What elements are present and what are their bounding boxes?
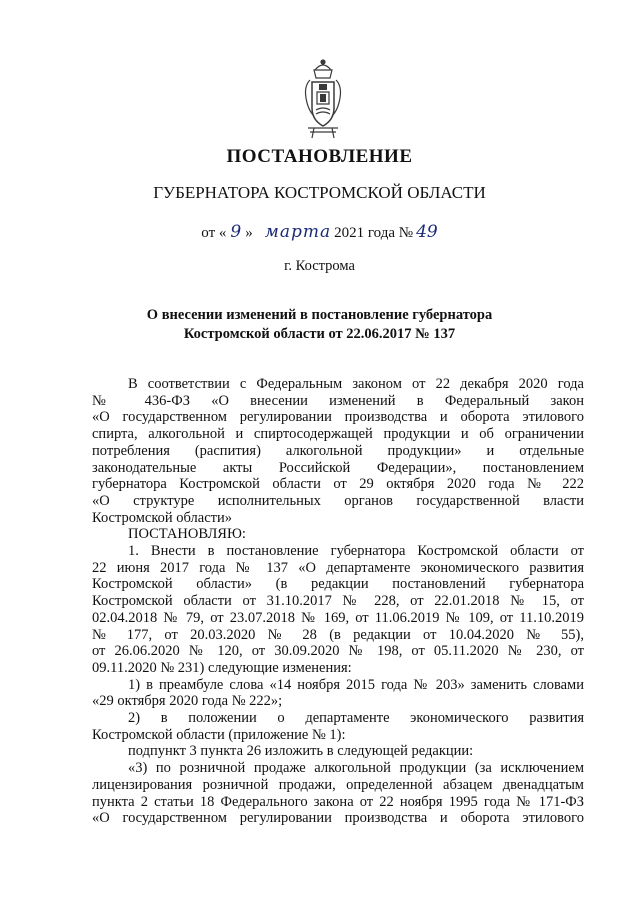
document-number: 49 (416, 222, 438, 242)
preamble-line: В соответствии с Федеральным законом от 22 декабря 2020 года (128, 376, 584, 392)
sub1-line: 1) в преамбуле слова «14 ноября 2015 года № 203» заменить словами (128, 676, 584, 693)
coat-of-arms-icon (300, 58, 346, 142)
preamble-line: № 436-ФЗ «О внесении изменений в Федеральный закон (92, 392, 584, 409)
item1-line: № 177, от 20.03.2020 № 28 (в редакции от 10.04.2020 № 55), (92, 626, 584, 643)
sub2-line: Костромской области (приложение № 1): (92, 726, 346, 743)
document-subject (0, 306, 639, 344)
preamble-line: потребления (распития) алкогольной продукции» и отдельные (92, 442, 584, 459)
sub2-line: 2) в положении о департаменте экономического развития (128, 710, 584, 727)
item1-line: 09.11.2020 № 231) следующие изменения: (92, 659, 352, 676)
quote-line: пункта 2 статьи 18 Федерального закона от 22 ноября 1995 года № 171-ФЗ (92, 793, 584, 810)
subject-line: О внесении изменений в постановление губернатора (146, 307, 493, 323)
item1-line: 02.04.2018 № 79, от 23.07.2018 № 169, от 11.06.2019 № 109, от 11.10.2019 (92, 609, 584, 626)
sub1-line: «29 октября 2020 года № 222»; (92, 693, 283, 710)
city: г. Кострома (284, 258, 355, 274)
date-day: 9 (230, 222, 242, 242)
quote-line: «О государственном регулировании производства и оборота этилового (92, 810, 584, 827)
item1-line: 22 июня 2017 года № 137 «О департаменте экономического развития (92, 559, 584, 576)
quote-line: «3) по розничной продаже алкогольной продукции (за исключением (128, 760, 584, 777)
preamble-line: спирта, алкогольной и спиртосодержащей продукции и об ограничении (92, 426, 584, 443)
subject-line: Костромской области от 22.06.2017 № 137 (183, 326, 456, 342)
preamble-line: губернатора Костромской области от 29 октября 2020 года № 222 (92, 476, 584, 493)
preamble-line: «О государственном регулировании производства и оборота этилового (92, 409, 584, 426)
preamble-line: Костромской области» (92, 509, 233, 526)
preamble-line: «О структуре исполнительных органов государственной власти (92, 492, 584, 509)
document-body (92, 376, 584, 827)
date-close-quote: » (245, 225, 253, 241)
date-month: марта (264, 222, 332, 242)
item1-line: Костромской области» (в редакции постановлений губернатора (92, 576, 584, 593)
preamble-line: законодательные акты Российской Федерации», постановлением (92, 459, 584, 476)
date-year: 2021 года № (334, 225, 414, 241)
quote-line: лицензирования розничной продажи, определенной абзацем двенадцатым (92, 776, 584, 793)
item1-line: 1. Внести в постановление губернатора Костромской области от (128, 543, 584, 560)
date-prefix: от « (201, 225, 227, 241)
resolve-heading: ПОСТАНОВЛЯЮ: (128, 526, 246, 543)
date-line (0, 222, 639, 242)
item1-line: от 26.06.2020 № 120, от 30.09.2020 № 198, от 05.11.2020 № 230, от (92, 643, 584, 660)
document-issuer: ГУБЕРНАТОРА КОСТРОМСКОЙ ОБЛАСТИ (153, 183, 486, 202)
item1-line: Костромской области от 31.10.2017 № 228, от 22.01.2018 № 15, от (92, 593, 584, 610)
sub2-instruction: подпункт 3 пункта 26 изложить в следующей редакции: (128, 743, 474, 760)
document-title: ПОСТАНОВЛЕНИЕ (226, 146, 413, 167)
